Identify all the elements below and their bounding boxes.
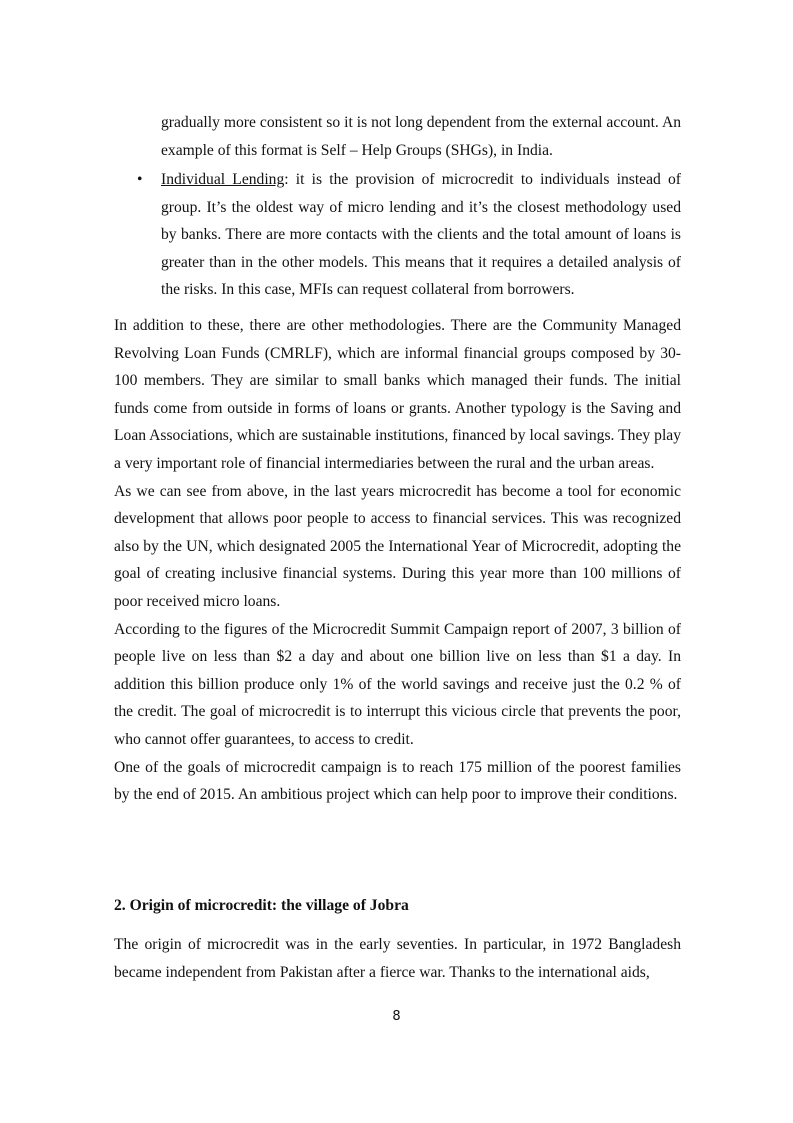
page-number: 8 bbox=[392, 1009, 401, 1024]
paragraph-methodologies: In addition to these, there are other methodologies. There are the Community Managed Revolving Loan Funds (CMRLF), which are informal financial groups composed by 30-100 members. They are similar to small banks which managed their funds. The initial funds come from outside in forms of loans or grants. Another typology is the Saving and Loan Associations, which are sustainable institutions, financed by local savings. They play a very important role of financial intermediaries between the rural and the urban areas. bbox=[114, 317, 681, 472]
section-body bbox=[114, 931, 681, 986]
paragraph-campaign-goals: One of the goals of microcredit campaign is to reach 175 million of the poorest families by the end of 2015. An ambitious project which can help poor to improve their conditions. bbox=[114, 758, 681, 804]
paragraph-development-tool: As we can see from above, in the last years microcredit has become a tool for economic development that allows poor people to access to financial services. This was recognized also by the UN, which designated 2005 the International Year of Microcredit, adopting the goal of creating inclusive financial systems. During this year more than 100 millions of poor received micro loans. bbox=[114, 482, 681, 610]
body-text bbox=[114, 312, 681, 809]
bullet-icon: • bbox=[137, 171, 143, 188]
bullet-item-individual-lending bbox=[137, 166, 682, 304]
bullet-term: Individual Lending bbox=[161, 171, 285, 188]
continuation-paragraph: gradually more consistent so it is not long dependent from the external account. An example of this format is Self – Help Groups (SHGs), in India. bbox=[161, 114, 681, 159]
section-heading: 2. Origin of microcredit: the village of Jobra bbox=[114, 897, 409, 914]
paragraph-summit-figures: According to the figures of the Microcredit Summit Campaign report of 2007, 3 billion of people live on less than $2 a day and about one billion live on less than $1 a day. In addition this billion produce only 1% of the world savings and receive just the 0.2 % of the credit. The goal of microcredit is to interrupt this vicious circle that prevents the poor, who cannot offer guarantees, to access to credit. bbox=[114, 620, 681, 748]
paragraph-origin: The origin of microcredit was in the early seventies. In particular, in 1972 Bangladesh became independent from Pakistan after a fierce war. Thanks to the international aids, bbox=[114, 936, 681, 981]
bullet-text: : it is the provision of microcredit to individuals instead of group. It’s the oldest way of micro lending and it’s the closest methodology used by banks. There are more contacts with the clients and the total amount of loans is greater than in the other models. This means that it requires a detailed analysis of the risks. In this case, MFIs can request collateral from borrowers. bbox=[161, 171, 682, 299]
